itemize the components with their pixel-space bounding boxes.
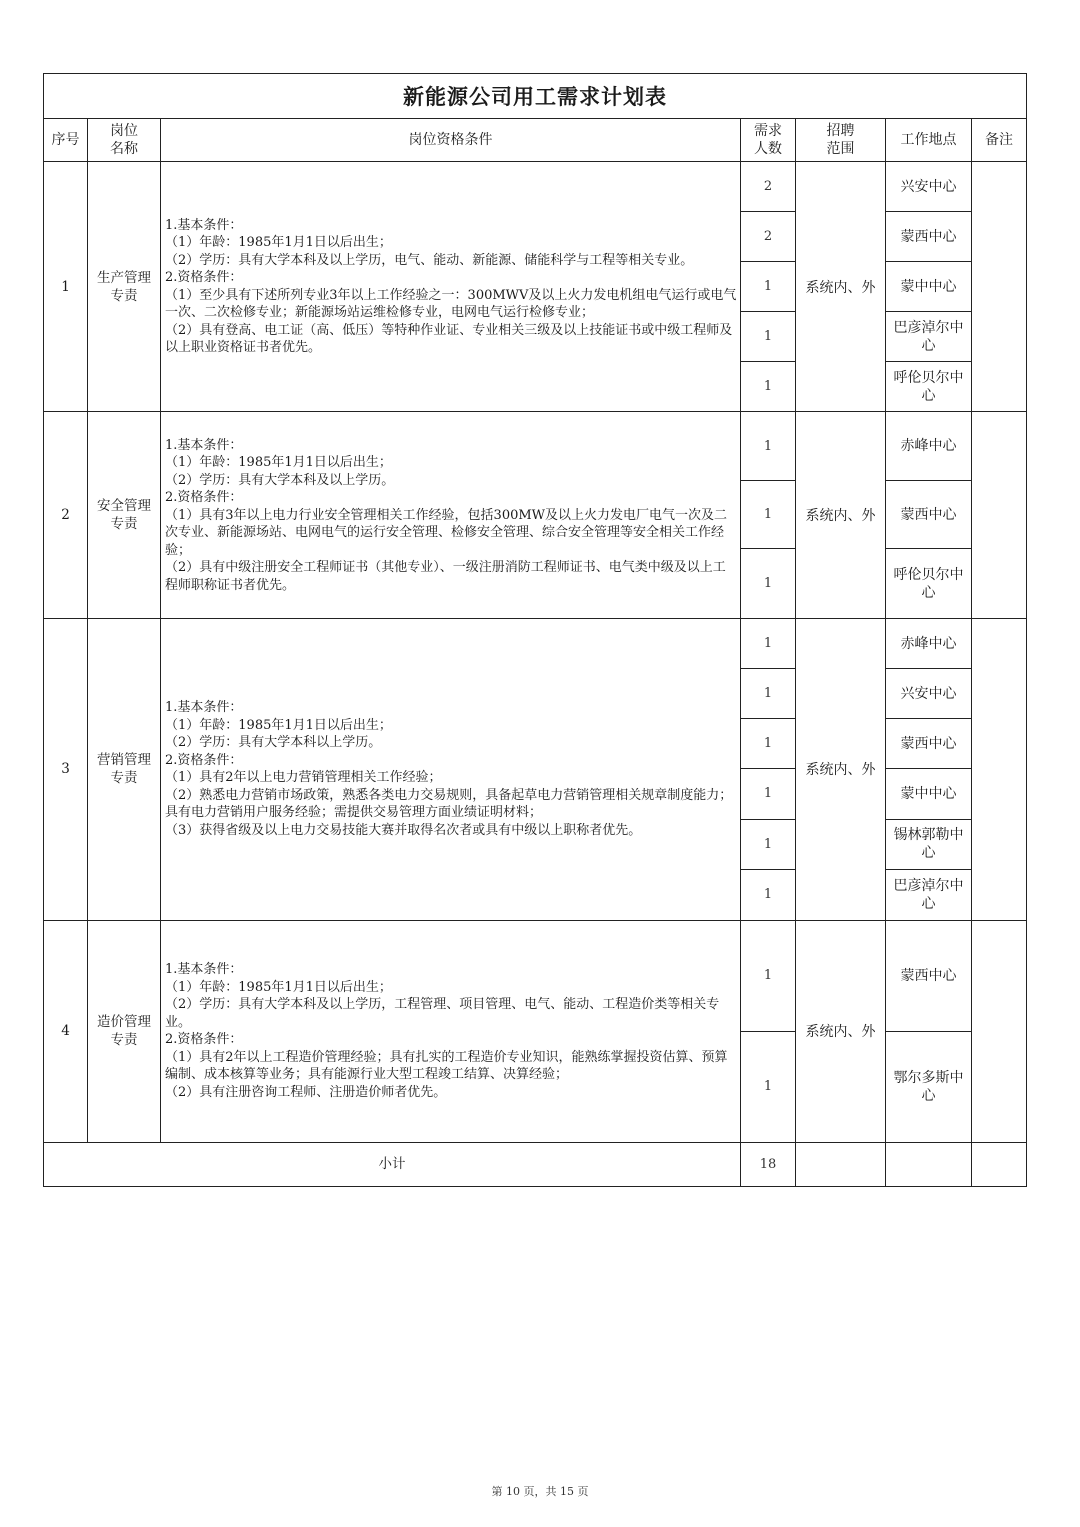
row-count: 1 <box>741 719 796 769</box>
page-footer: 第 10 页，共 15 页 <box>491 1485 589 1498</box>
row-count: 1 <box>741 819 796 869</box>
row-seq: 3 <box>44 619 88 920</box>
row-location-text: 蒙中中心 <box>900 278 957 295</box>
condition-line: （1）至少具有下述所列专业3年以上工作经验之一：300MWV及以上火力发电机组电气运行或电气一次、二次检修专业；新能源场站运维检修专业，电网电气运行检修专业； <box>165 287 737 321</box>
row-count: 1 <box>741 481 796 549</box>
row-location-text: 赤峰中心 <box>900 438 957 455</box>
condition-line: （1）具有3年以上电力行业安全管理相关工作经验，包括300MW及以上火力发电厂电气一次及二次专业、新能源场站、电网电气的运行安全管理、检修安全管理、综合安全管理等安全相关工作经验； <box>165 507 728 558</box>
row-location-text: 蒙西中心 <box>900 967 957 984</box>
row-position-text: 安全管理专责 <box>96 498 151 533</box>
condition-line: （1）年龄：1985年1月1日以后出生； <box>165 455 392 471</box>
row-location <box>886 412 972 481</box>
row-location <box>886 549 972 619</box>
table-row <box>44 920 1027 1031</box>
header-scope <box>796 119 886 162</box>
row-count: 1 <box>741 869 796 920</box>
condition-line: （1）年龄：1985年1月1日以后出生； <box>165 717 392 733</box>
recruitment-plan-table <box>43 73 1027 1187</box>
row-count: 1 <box>741 262 796 312</box>
subtotal-value: 18 <box>741 1142 796 1186</box>
row-location <box>886 869 972 920</box>
condition-line: （2）具有中级注册安全工程师证书（其他专业）、一级注册消防工程师证书、电气类中级及以上工程师职称证书者优先。 <box>165 560 726 593</box>
row-location <box>886 669 972 719</box>
row-location <box>886 481 972 549</box>
row-seq: 1 <box>44 162 88 412</box>
row-location <box>886 262 972 312</box>
subtotal-scope-empty <box>796 1142 886 1186</box>
row-count: 2 <box>741 212 796 262</box>
subtotal-location-empty <box>886 1142 972 1186</box>
title-row <box>44 74 1027 119</box>
condition-line: （1）具有2年以上工程造价管理经验；具有扎实的工程造价专业知识，能熟练掌握投资估算、预算编制、成本核算等业务；具有能源行业大型工程竣工结算、决算经验； <box>165 1049 728 1083</box>
row-position <box>88 412 161 619</box>
row-count: 1 <box>741 769 796 819</box>
table-row <box>44 619 1027 669</box>
row-conditions <box>161 920 741 1142</box>
row-location <box>886 162 972 212</box>
condition-line: 1.基本条件： <box>165 217 243 233</box>
row-location-text: 锡林郭勒中心 <box>893 827 964 862</box>
row-location-text: 鄂尔多斯中心 <box>893 1069 964 1104</box>
row-location-text: 巴彦淖尔中心 <box>893 877 964 912</box>
row-location <box>886 819 972 869</box>
row-count: 1 <box>741 549 796 619</box>
header-remark: 备注 <box>972 119 1027 162</box>
header-conditions: 岗位资格条件 <box>161 119 741 162</box>
row-location-text: 巴彦淖尔中心 <box>893 319 964 354</box>
row-location <box>886 1031 972 1142</box>
condition-line: （2）学历：具有大学本科及以上学历，电气、能动、新能源、储能科学与工程等相关专业。 <box>165 252 694 268</box>
condition-line: （2）学历：具有大学本科及以上学历。 <box>165 472 395 488</box>
condition-line: 1.基本条件： <box>165 962 243 978</box>
row-location <box>886 362 972 412</box>
row-remark <box>972 162 1027 412</box>
condition-line: （2）学历：具有大学本科以上学历。 <box>165 735 382 751</box>
table-row <box>44 162 1027 212</box>
condition-line: （2）熟悉电力营销市场政策，熟悉各类电力交易规则，具备起草电力营销管理相关规章制度能力；具有电力营销用户服务经验；需提供交易管理方面业绩证明材料； <box>165 787 733 821</box>
row-seq: 4 <box>44 920 88 1142</box>
row-location-text: 赤峰中心 <box>900 635 957 652</box>
row-position <box>88 920 161 1142</box>
table-row <box>44 412 1027 481</box>
row-location <box>886 619 972 669</box>
row-count: 1 <box>741 362 796 412</box>
condition-line: 2.资格条件： <box>165 270 243 286</box>
row-position <box>88 162 161 412</box>
condition-line: （1）年龄：1985年1月1日以后出生； <box>165 235 392 251</box>
condition-line: （1）具有2年以上电力营销管理相关工作经验； <box>165 770 442 786</box>
row-count: 1 <box>741 412 796 481</box>
row-scope: 系统内、外 <box>796 920 886 1142</box>
row-location <box>886 920 972 1031</box>
row-location <box>886 769 972 819</box>
header-seq: 序号 <box>44 119 88 162</box>
row-conditions <box>161 412 741 619</box>
condition-line: （1）年龄：1985年1月1日以后出生； <box>165 979 392 995</box>
row-location-text: 蒙西中心 <box>900 228 957 245</box>
condition-line: 2.资格条件： <box>165 1032 243 1048</box>
row-location-text: 兴安中心 <box>900 178 957 195</box>
row-position <box>88 619 161 920</box>
header-row <box>44 119 1027 162</box>
row-count: 1 <box>741 669 796 719</box>
row-remark <box>972 920 1027 1142</box>
subtotal-remark-empty <box>972 1142 1027 1186</box>
row-count: 1 <box>741 1031 796 1142</box>
header-location: 工作地点 <box>886 119 972 162</box>
row-scope: 系统内、外 <box>796 162 886 412</box>
row-position-text: 造价管理专责 <box>96 1014 151 1049</box>
row-count: 2 <box>741 162 796 212</box>
row-remark <box>972 619 1027 920</box>
header-scope-text: 招聘范围 <box>826 123 855 158</box>
row-scope: 系统内、外 <box>796 412 886 619</box>
condition-line: （2）具有注册咨询工程师、注册造价师者优先。 <box>165 1084 447 1100</box>
condition-line: 2.资格条件： <box>165 490 243 506</box>
row-location-text: 蒙西中心 <box>900 735 957 752</box>
condition-line: 1.基本条件： <box>165 700 243 716</box>
subtotal-label: 小计 <box>44 1142 741 1186</box>
header-position <box>88 119 161 162</box>
header-position-text: 岗位名称 <box>109 123 138 158</box>
row-location-text: 蒙中中心 <box>900 785 957 802</box>
row-count: 1 <box>741 312 796 362</box>
row-remark <box>972 412 1027 619</box>
row-conditions <box>161 619 741 920</box>
row-position-text: 营销管理专责 <box>96 752 151 787</box>
row-location-text: 呼伦贝尔中心 <box>893 566 964 601</box>
condition-line: 1.基本条件： <box>165 437 243 453</box>
row-location <box>886 719 972 769</box>
header-count-text: 需求人数 <box>753 123 782 158</box>
row-location <box>886 312 972 362</box>
table-title: 新能源公司用工需求计划表 <box>44 74 1027 119</box>
condition-line: 2.资格条件： <box>165 752 243 768</box>
row-count: 1 <box>741 619 796 669</box>
row-location-text: 呼伦贝尔中心 <box>893 369 964 404</box>
subtotal-row <box>44 1142 1027 1186</box>
row-location-text: 兴安中心 <box>900 685 957 702</box>
row-seq: 2 <box>44 412 88 619</box>
row-location <box>886 212 972 262</box>
condition-line: （2）具有登高、电工证（高、低压）等特种作业证、专业相关三级及以上技能证书或中级工程师及以上职业资格证书者优先。 <box>165 322 733 356</box>
row-position-text: 生产管理专责 <box>96 269 151 304</box>
row-count: 1 <box>741 920 796 1031</box>
condition-line: （3）获得省级及以上电力交易技能大赛并取得名次者或具有中级以上职称者优先。 <box>165 822 642 838</box>
row-scope: 系统内、外 <box>796 619 886 920</box>
row-location-text: 蒙西中心 <box>900 506 957 523</box>
row-conditions <box>161 162 741 412</box>
header-count <box>741 119 796 162</box>
condition-line: （2）学历：具有大学本科及以上学历，工程管理、项目管理、电气、能动、工程造价类等相关专业。 <box>165 997 720 1030</box>
